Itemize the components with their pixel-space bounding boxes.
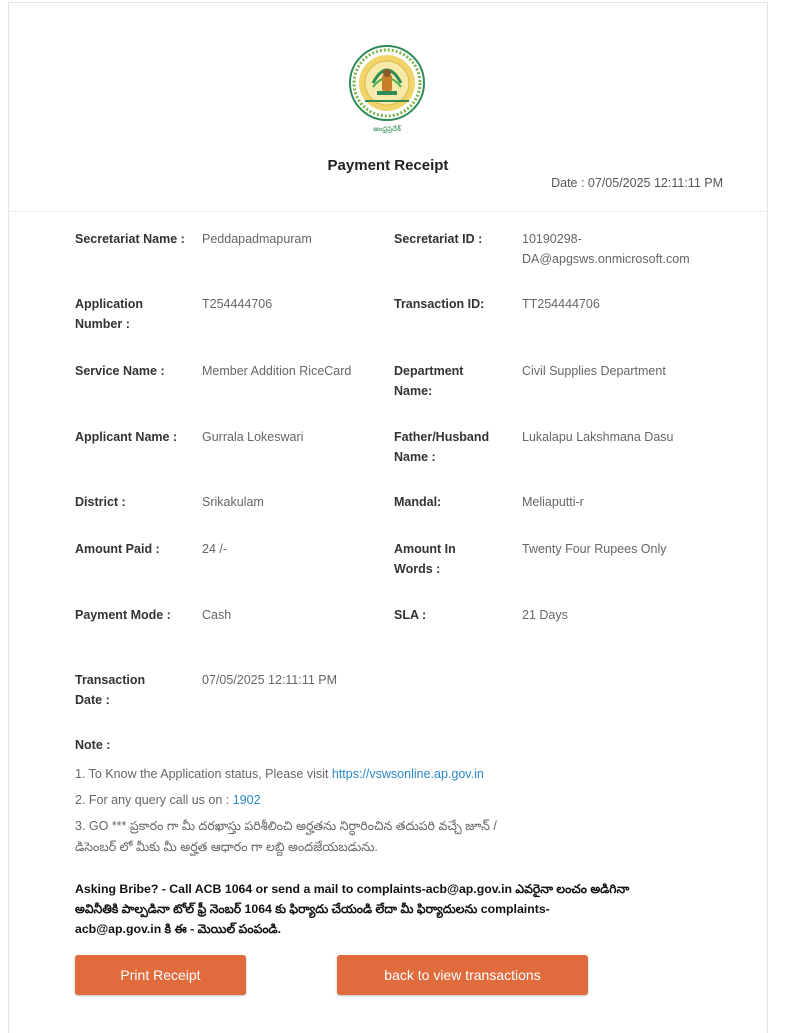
note-line-3a: 3. GO *** ప్రకారం గా మీ దరఖాస్తు పరిశీలించి అర్హతను నిర్ధారించిన తదుపరి వచ్చే జూన్ / <box>75 819 497 833</box>
note-line-1-text: 1. To Know the Application status, Please visit <box>75 767 332 781</box>
back-to-transactions-button[interactable]: back to view transactions <box>337 955 588 995</box>
print-receipt-button[interactable]: Print Receipt <box>75 955 246 995</box>
label-transaction-id: Transaction ID: <box>394 297 485 311</box>
value-transaction-id: TT254444706 <box>522 297 600 311</box>
label-amount-in-words: Amount In Words : <box>394 542 456 576</box>
value-mandal: Meliaputti-r <box>522 495 584 509</box>
label-service-name: Service Name : <box>75 364 165 378</box>
note-line-2-text: 2. For any query call us on : <box>75 793 233 807</box>
value-sla: 21 Days <box>522 608 568 622</box>
label-mandal: Mandal: <box>394 495 442 509</box>
value-application-number: T254444706 <box>202 297 273 311</box>
note-line-3b: డిసెంబర్ లో మీకు మీ అర్హత ఆధారం గా లబ్ది అందజేయబడును. <box>75 840 378 854</box>
value-district: Srikakulam <box>202 495 264 509</box>
anti-bribery-line-1: Asking Bribe? - Call ACB 1064 or send a mail to complaints-acb@ap.gov.in ఎవరైనా లంచం అడిగినా <box>75 882 630 896</box>
header-divider <box>9 211 767 212</box>
value-secretariat-id: 10190298-DA@apgsws.onmicrosoft.com <box>522 232 690 266</box>
value-service-name: Member Addition RiceCard <box>202 364 352 378</box>
helpline-number-link[interactable]: 1902 <box>232 793 261 807</box>
value-department-name: Civil Supplies Department <box>522 364 666 378</box>
label-secretariat-id: Secretariat ID : <box>394 232 483 246</box>
label-application-number: Application Number : <box>75 297 144 331</box>
note-line-2 <box>75 790 261 811</box>
label-father-husband-name: Father/Husband Name : <box>394 430 490 464</box>
value-amount-in-words: Twenty Four Rupees Only <box>522 542 667 556</box>
note-title: Note : <box>75 738 111 752</box>
value-applicant-name: Gurrala Lokeswari <box>202 430 304 444</box>
receipt-date: Date : 07/05/2025 12:11:11 PM <box>551 176 723 190</box>
value-amount-paid: 24 /- <box>202 542 228 556</box>
receipt-card <box>8 2 768 1033</box>
emblem-caption: ఆంధ్రప్రదేశ్ <box>373 125 401 133</box>
anti-bribery-line-2: అవినీతికి పాల్పడినా టోల్ ఫ్రీ నెంబర్ 1064 కు ఫిర్యాదు చేయండి లేదా మీ ఫిర్యాదులను complaints- <box>75 902 550 916</box>
anti-bribery-line-3: acb@ap.gov.in కి ఈ - మెయిల్ పంపండి. <box>75 922 282 936</box>
label-secretariat-name: Secretariat Name : <box>75 232 185 246</box>
value-transaction-date: 07/05/2025 12:11:11 PM <box>202 673 338 687</box>
anti-bribery-notice <box>75 879 675 939</box>
value-father-husband-name: Lukalapu Lakshmana Dasu <box>522 430 674 444</box>
value-secretariat-name: Peddapadmapuram <box>202 232 312 246</box>
page-title: Payment Receipt <box>327 157 449 174</box>
label-district: District : <box>75 495 126 509</box>
label-department-name: Department Name: <box>394 364 464 398</box>
value-payment-mode: Cash <box>202 608 232 622</box>
vsws-online-link[interactable]: https://vswsonline.ap.gov.in <box>331 767 484 781</box>
note-line-1 <box>75 764 484 785</box>
label-applicant-name: Applicant Name : <box>75 430 178 444</box>
label-sla: SLA : <box>394 608 427 622</box>
state-emblem-logo <box>345 45 429 135</box>
label-transaction-date: Transaction Date : <box>75 673 146 707</box>
label-amount-paid: Amount Paid : <box>75 542 160 556</box>
label-payment-mode: Payment Mode : <box>75 608 171 622</box>
